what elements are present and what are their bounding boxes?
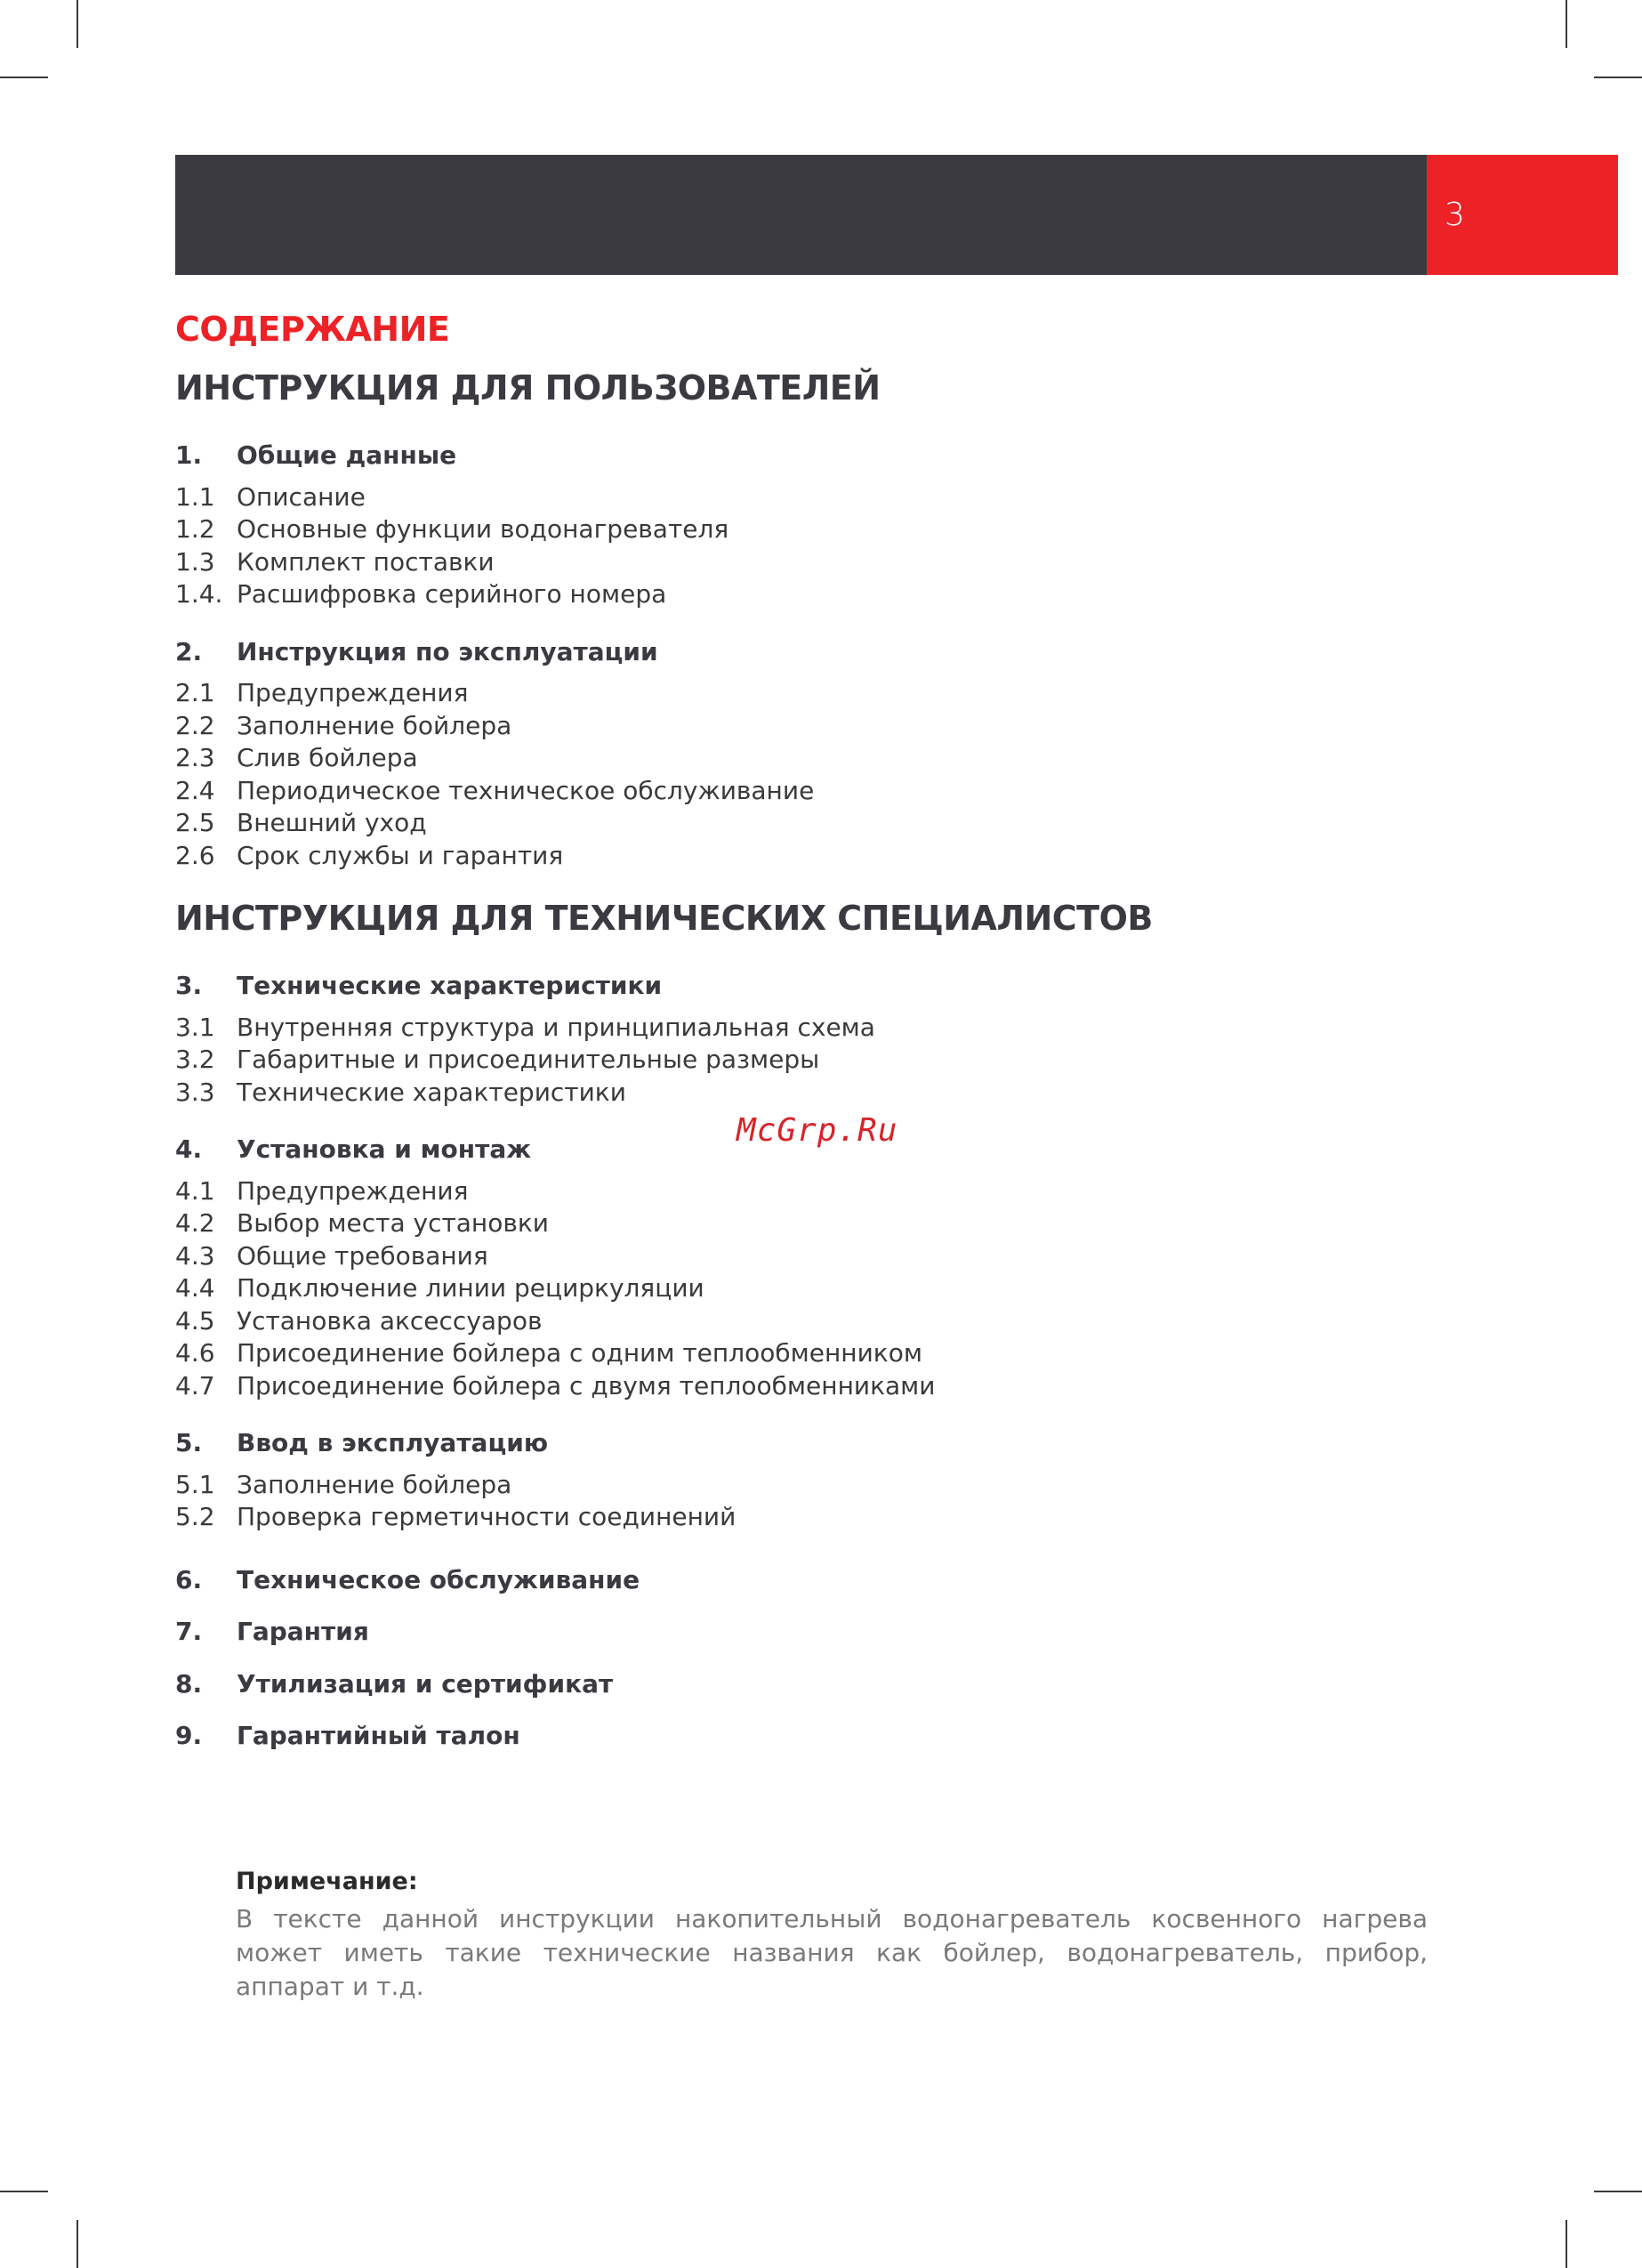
item-title: Присоединение бойлера с одним теплообменником [237, 1338, 922, 1368]
item-title: Габаритные и присоединительные размеры [237, 1045, 820, 1074]
part-title: ИНСТРУКЦИЯ ДЛЯ ПОЛЬЗОВАТЕЛЕЙ [175, 368, 881, 408]
item-number: 3.2 [175, 1045, 215, 1074]
section-number: 2. [175, 636, 203, 666]
page-number-tab [1427, 155, 1618, 275]
crop-mark [76, 0, 78, 48]
section-title: Утилизация и сертификат [237, 1668, 614, 1699]
item-title: Внутренняя структура и принципиальная схема [237, 1012, 875, 1042]
item-title: Проверка герметичности соединений [237, 1502, 736, 1531]
toc-item[interactable] [175, 1207, 1438, 1240]
toc-item[interactable] [175, 1175, 1438, 1208]
item-number: 1.2 [175, 514, 215, 544]
toc-section [175, 970, 1438, 1109]
toc-item[interactable] [175, 742, 1438, 775]
section-title: Установка и монтаж [237, 1134, 532, 1164]
item-title: Внешний уход [237, 808, 427, 837]
toc-section [175, 636, 1438, 873]
section-number: 6. [175, 1564, 203, 1594]
toc-item[interactable] [175, 1044, 1438, 1077]
toc-item[interactable] [175, 1012, 1438, 1045]
section-title: Гарантийный талон [237, 1721, 520, 1750]
item-number: 2.4 [175, 775, 215, 805]
toc-section-heading[interactable] [175, 1427, 1438, 1460]
toc-item[interactable] [175, 1469, 1438, 1502]
item-title: Описание [237, 481, 366, 512]
table-of-contents [175, 303, 1438, 1753]
item-number: 4.2 [175, 1208, 215, 1238]
item-title: Технические характеристики [237, 1077, 626, 1107]
item-title: Установка аксессуаров [237, 1305, 543, 1336]
toc-item[interactable] [175, 1337, 1438, 1370]
section-number: 9. [175, 1721, 203, 1750]
crop-mark [1566, 0, 1567, 48]
section-title: Техническое обслуживание [237, 1564, 640, 1594]
item-number: 5.1 [175, 1469, 215, 1499]
toc-item[interactable] [175, 513, 1438, 546]
page-number: 3 [1445, 197, 1465, 233]
item-title: Срок службы и гарантия [237, 840, 564, 870]
item-title: Слив бойлера [237, 743, 418, 772]
toc-title: СОДЕРЖАНИЕ [175, 310, 450, 349]
toc-section [175, 1720, 1438, 1753]
toc-item[interactable] [175, 1501, 1438, 1534]
item-title: Основные функции водонагревателя [237, 514, 729, 544]
note-label: Примечание: [236, 1868, 418, 1895]
item-title: Заполнение бойлера [237, 1469, 512, 1499]
item-number: 4.7 [175, 1370, 215, 1400]
item-number: 4.5 [175, 1305, 215, 1336]
toc-item[interactable] [175, 1272, 1438, 1305]
section-number: 7. [175, 1617, 203, 1646]
item-title: Общие требования [237, 1240, 488, 1271]
section-number: 3. [175, 971, 203, 1000]
toc-section [175, 1668, 1438, 1701]
toc-section-heading[interactable] [175, 1668, 1438, 1701]
toc-section [175, 1427, 1438, 1534]
item-number: 3.3 [175, 1077, 215, 1107]
section-title: Гарантия [237, 1617, 369, 1646]
toc-parts [175, 361, 1438, 1753]
toc-section [175, 1564, 1438, 1597]
item-title: Расшифровка серийного номера [237, 579, 667, 609]
crop-mark [1594, 2191, 1642, 2192]
section-number: 1. [175, 440, 203, 470]
toc-section-heading[interactable] [175, 636, 1438, 669]
section-title: Общие данные [237, 440, 457, 470]
toc-section-heading[interactable] [175, 1720, 1438, 1753]
item-title: Присоединение бойлера с двумя теплообменниками [237, 1370, 936, 1400]
item-number: 2.2 [175, 710, 215, 740]
toc-item[interactable] [175, 481, 1438, 514]
toc-item[interactable] [175, 578, 1438, 611]
item-title: Комплект поставки [237, 546, 495, 577]
item-title: Предупреждения [237, 1175, 469, 1206]
toc-item[interactable] [175, 840, 1438, 873]
header-band [175, 155, 1427, 275]
item-number: 4.1 [175, 1175, 215, 1206]
toc-section-heading[interactable] [175, 1564, 1438, 1597]
toc-item[interactable] [175, 677, 1438, 710]
item-number: 2.3 [175, 743, 215, 772]
item-number: 2.6 [175, 840, 215, 870]
section-number: 8. [175, 1668, 203, 1699]
toc-item[interactable] [175, 1305, 1438, 1338]
item-title: Заполнение бойлера [237, 710, 512, 740]
toc-section-heading[interactable] [175, 1616, 1438, 1649]
toc-item[interactable] [175, 710, 1438, 743]
section-number: 5. [175, 1428, 203, 1457]
toc-item[interactable] [175, 1240, 1438, 1273]
toc-section-heading[interactable] [175, 970, 1438, 1003]
item-title: Подключение линии рециркуляции [237, 1273, 704, 1303]
item-title: Периодическое техническое обслуживание [237, 775, 815, 805]
item-number: 2.1 [175, 678, 215, 707]
toc-item[interactable] [175, 1370, 1438, 1403]
toc-section-heading[interactable] [175, 440, 1438, 472]
item-number: 4.6 [175, 1338, 215, 1368]
item-number: 2.5 [175, 808, 215, 837]
crop-mark [0, 2191, 48, 2192]
crop-mark [76, 2220, 78, 2268]
section-title: Ввод в эксплуатацию [237, 1428, 549, 1457]
item-number: 5.2 [175, 1502, 215, 1531]
toc-item[interactable] [175, 1077, 1438, 1110]
item-number: 4.3 [175, 1240, 215, 1271]
toc-section [175, 440, 1438, 611]
toc-item[interactable] [175, 546, 1438, 579]
toc-item[interactable] [175, 775, 1438, 808]
item-title: Выбор места установки [237, 1208, 549, 1238]
toc-section [175, 1616, 1438, 1649]
item-number: 3.1 [175, 1012, 215, 1042]
section-number: 4. [175, 1134, 203, 1164]
toc-item[interactable] [175, 807, 1438, 840]
item-number: 1.1 [175, 481, 215, 512]
item-title: Предупреждения [237, 678, 469, 707]
note-text: В тексте данной инструкции накопительный водонагреватель косвенного нагрева может иметь такие технические названия как бойлер, водонагреватель, прибор, аппарат и т.д. [236, 1904, 1428, 2001]
item-number: 4.4 [175, 1273, 215, 1303]
note-block [236, 1868, 1428, 2004]
toc-section [175, 1134, 1438, 1402]
item-number: 1.3 [175, 546, 215, 577]
watermark: McGrp.Ru [736, 1112, 898, 1149]
section-title: Технические характеристики [237, 971, 663, 1000]
section-title: Инструкция по эксплуатации [237, 636, 658, 666]
crop-mark [1594, 77, 1642, 78]
crop-mark [1566, 2220, 1567, 2268]
item-number: 1.4. [175, 579, 223, 609]
part-title: ИНСТРУКЦИЯ ДЛЯ ТЕХНИЧЕСКИХ СПЕЦИАЛИСТОВ [175, 899, 1153, 938]
crop-mark [0, 77, 48, 78]
